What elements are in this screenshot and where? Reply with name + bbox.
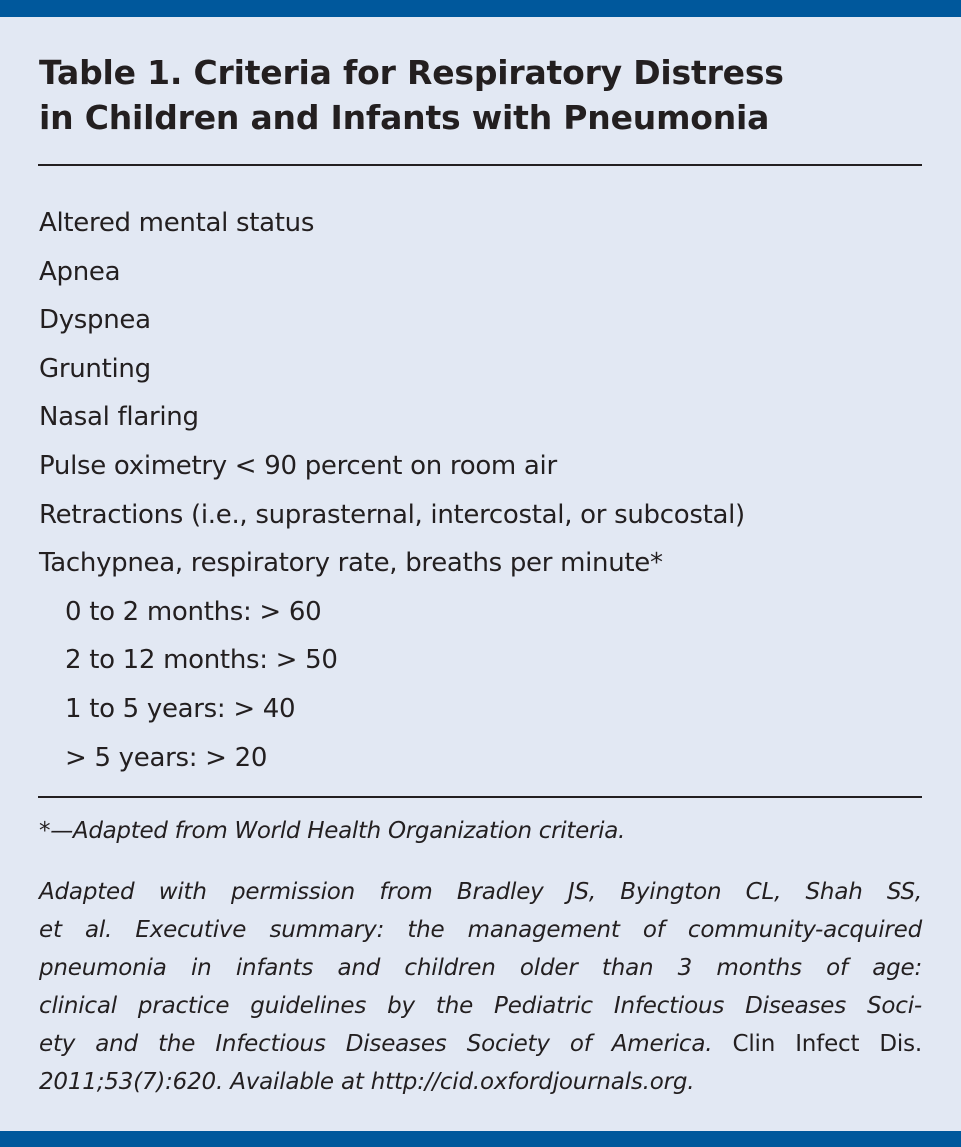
source-citation — [39, 873, 922, 1101]
citation-line: 2011;53(7):620. Available at http://cid.oxfordjournals.org. — [39, 1069, 695, 1095]
citation-line: Adapted with permission from Bradley JS, Byington CL, Shah SS, — [39, 879, 922, 905]
list-item: Retractions (i.e., suprasternal, intercostal, or subcostal) — [39, 499, 745, 530]
list-item: Nasal flaring — [39, 402, 199, 433]
title-line-1: Table 1. Criteria for Respiratory Distress — [39, 53, 784, 92]
sub-item: 0 to 2 months: > 60 — [65, 596, 322, 627]
list-item: Tachypnea, respiratory rate, breaths per minute* — [39, 548, 663, 579]
sub-item: 1 to 5 years: > 40 — [65, 693, 296, 724]
list-item: Apnea — [39, 256, 121, 287]
citation-journal: Clin Infect Dis. — [732, 1031, 922, 1057]
list-item: Grunting — [39, 353, 151, 384]
table-title — [39, 50, 784, 140]
citation-journal-title: ety and the Infectious Diseases Society of America. — [39, 1031, 713, 1057]
citation-line: et al. Executive summary: the management of community-acquired — [39, 917, 922, 943]
sub-item: > 5 years: > 20 — [65, 742, 268, 773]
citation-line: pneumonia in infants and children older than 3 months of age: — [39, 955, 922, 981]
list-item: Altered mental status — [39, 208, 315, 238]
list-item: Dyspnea — [39, 305, 151, 336]
citation-line — [39, 1025, 922, 1063]
criteria-list — [39, 199, 745, 782]
footnote: *—Adapted from World Health Organization criteria. — [39, 818, 626, 844]
list-item: Pulse oximetry < 90 percent on room air — [39, 450, 557, 481]
top-banner — [0, 0, 961, 17]
title-line-2: in Children and Infants with Pneumonia — [39, 98, 770, 137]
sub-item: 2 to 12 months: > 50 — [65, 645, 338, 676]
bottom-banner — [0, 1131, 961, 1147]
citation-line: clinical practice guidelines by the Pediatric Infectious Diseases Soci- — [39, 993, 922, 1019]
divider-bottom — [38, 796, 922, 798]
divider-top — [38, 164, 922, 166]
